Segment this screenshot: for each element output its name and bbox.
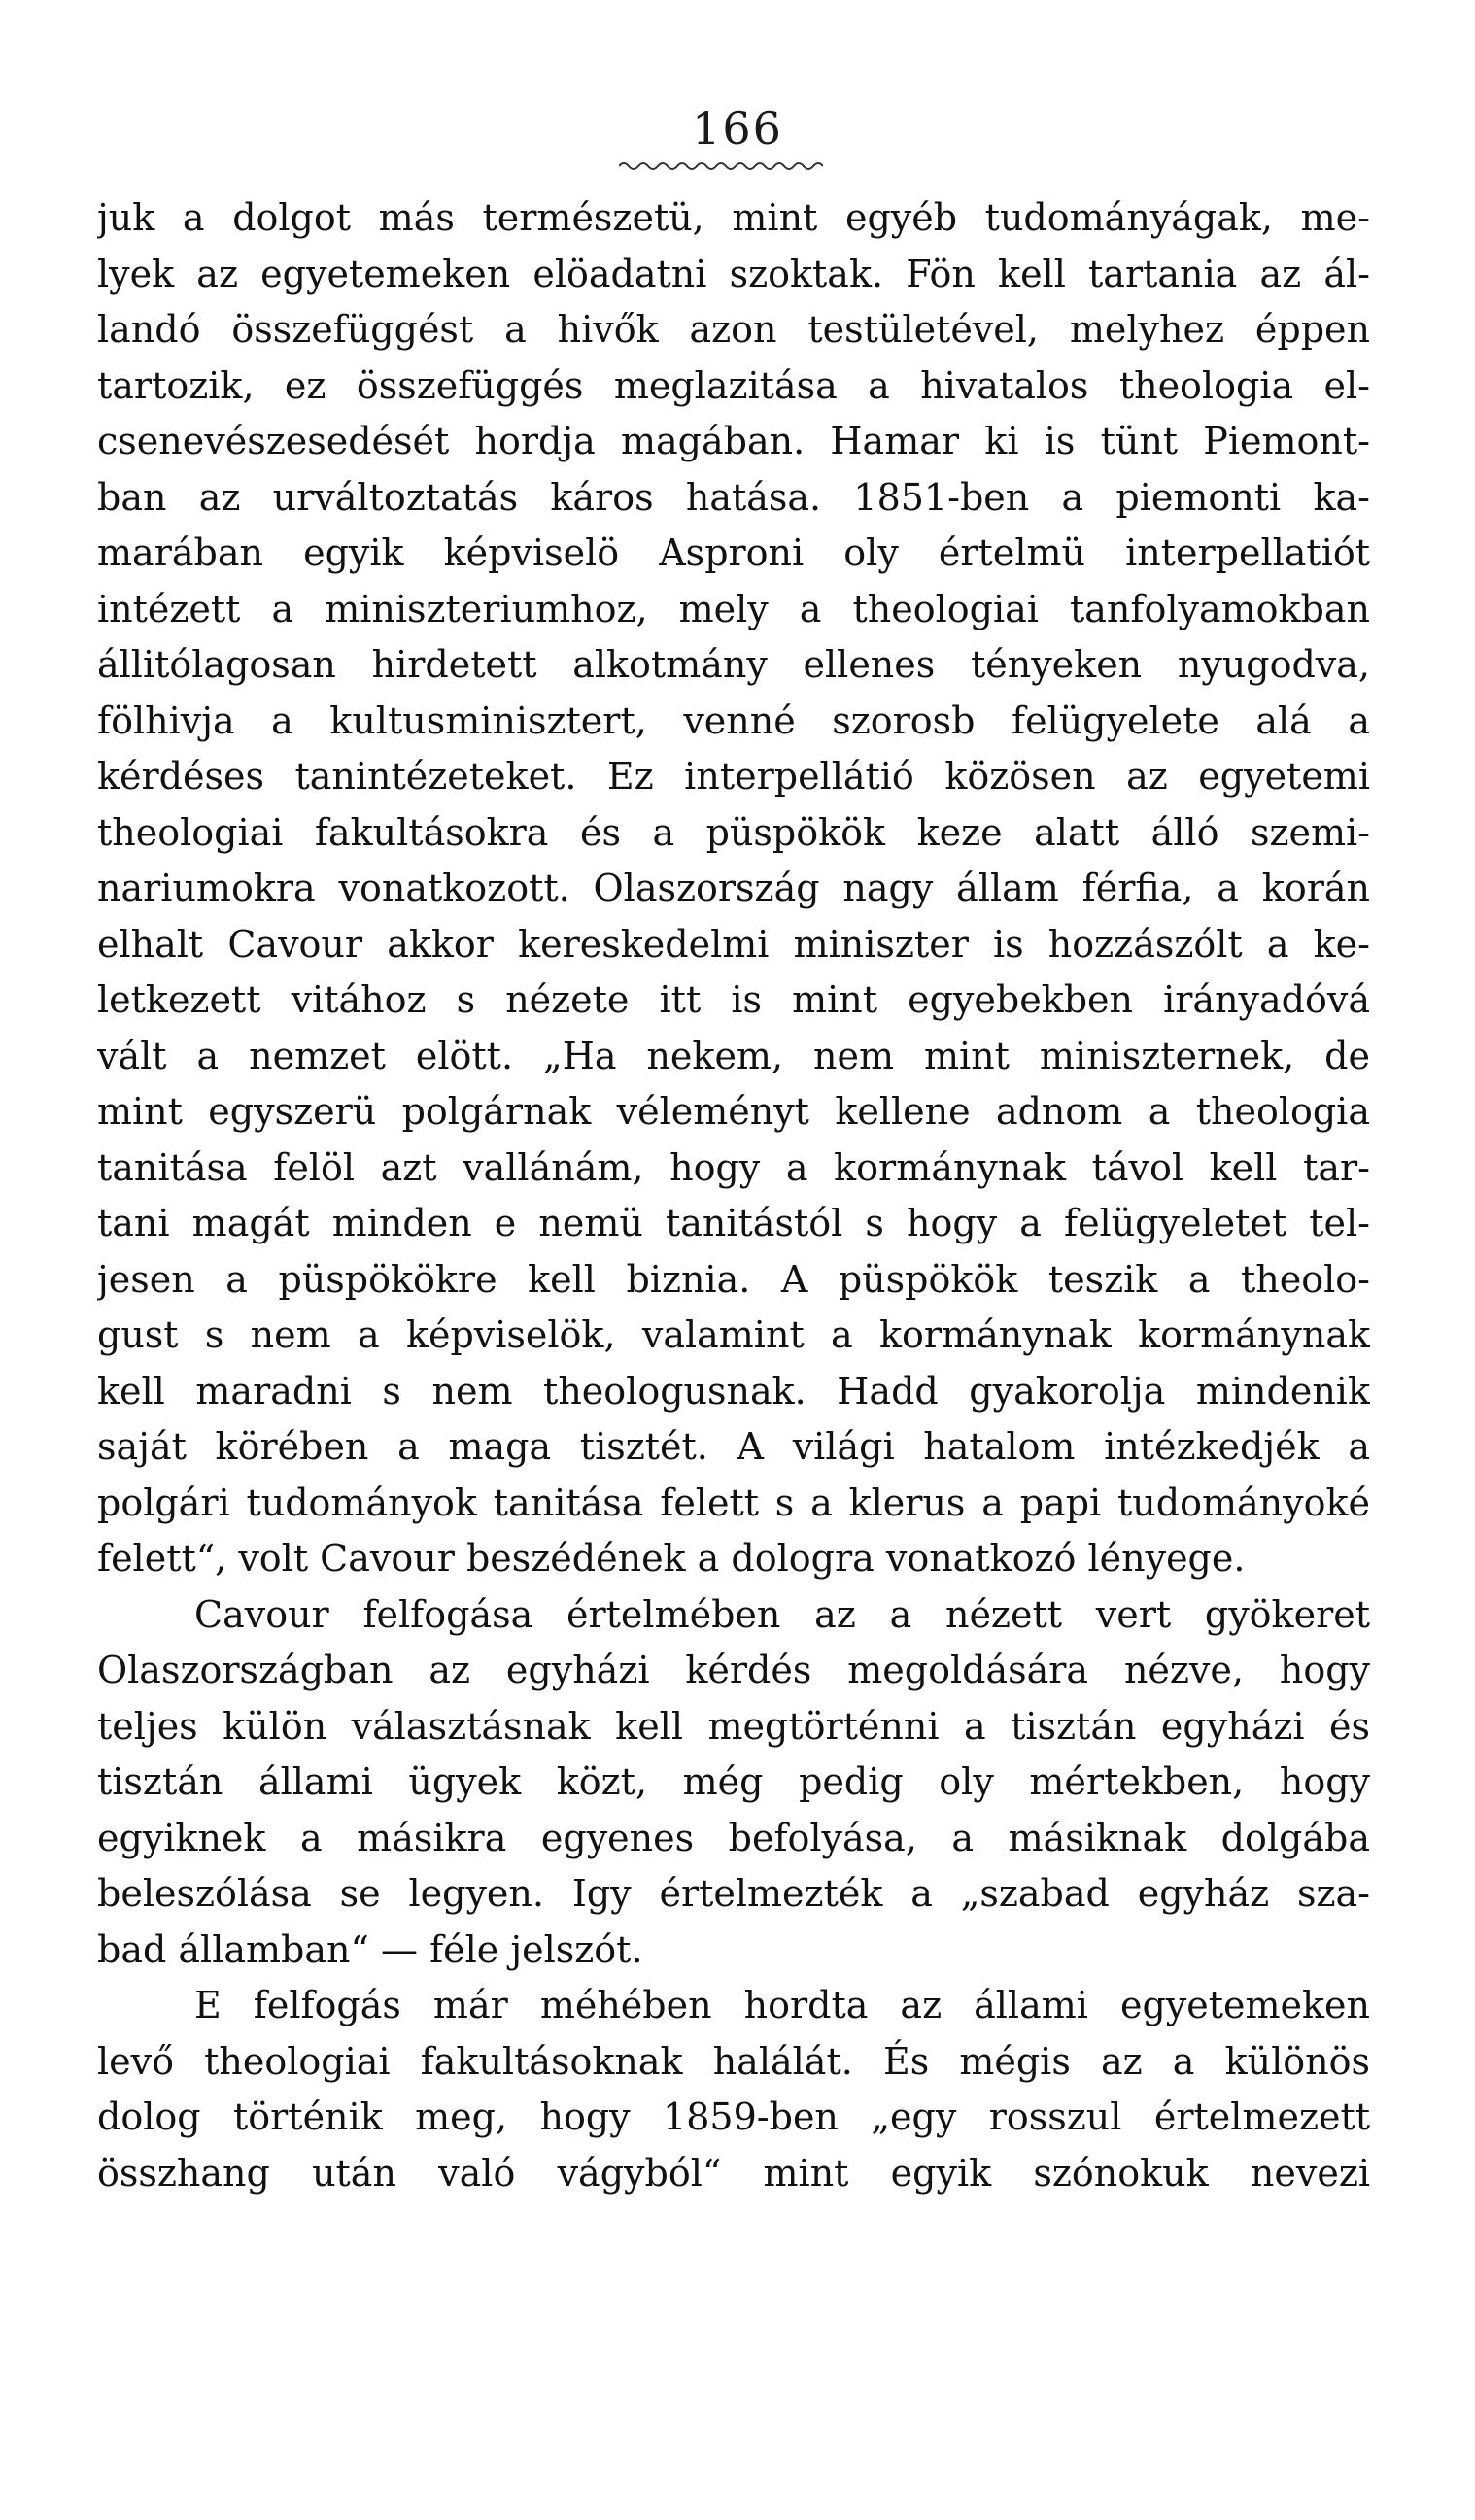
body-text bbox=[97, 190, 1370, 2201]
text-line: gust s nem a képviselök, valamint a kormánynak kormánynak bbox=[97, 1313, 1370, 1356]
text-line: összhang után való vágyból“ mint egyik szónokuk nevezi bbox=[97, 2151, 1370, 2195]
text-line: beleszólása se legyen. Igy értelmezték a „szabad egyház sza- bbox=[97, 1872, 1370, 1915]
text-line: lyek az egyetemeken elöadatni szoktak. Fön kell tartania az ál- bbox=[97, 252, 1370, 295]
text-line: kérdéses tanintézeteket. Ez interpellátió közösen az egyetemi bbox=[97, 755, 1370, 798]
text-line: jesen a püspökökre kell biznia. A püspökök teszik a theolo- bbox=[97, 1257, 1370, 1301]
text-line: theologiai fakultásokra és a püspökök keze alatt álló szemi- bbox=[97, 810, 1370, 854]
text-line: saját körében a maga tisztét. A világi hatalom intézkedjék a bbox=[97, 1425, 1370, 1468]
text-line: polgári tudományok tanitása felett s a klerus a papi tudományoké bbox=[97, 1481, 1370, 1524]
text-line: fölhivja a kultusminisztert, venné szorosb felügyelete alá a bbox=[97, 698, 1370, 742]
text-line: ban az urváltoztatás káros hatása. 1851-ben a piemonti ka- bbox=[97, 475, 1370, 519]
text-line: dolog történik meg, hogy 1859-ben „egy rosszul értelmezett bbox=[97, 2095, 1370, 2138]
text-line: intézett a miniszteriumhoz, mely a theologiai tanfolyamokban bbox=[97, 587, 1370, 630]
text-line: juk a dolgot más természetü, mint egyéb tudományágak, me- bbox=[97, 196, 1370, 239]
text-line: tartozik, ez összefüggés meglazitása a hivatalos theologia el- bbox=[97, 363, 1370, 407]
text-line: levő theologiai fakultásoknak halálát. És mégis az a különös bbox=[97, 2039, 1370, 2083]
text-line: Olaszországban az egyházi kérdés megoldására nézve, hogy bbox=[97, 1649, 1370, 1691]
text-line: mint egyszerü polgárnak véleményt kellene adnom a theologia bbox=[97, 1090, 1370, 1133]
text-line: Cavour felfogása értelmében az a nézett vert gyökeret bbox=[194, 1592, 1370, 1636]
text-line: tisztán állami ügyek közt, még pedig oly mértekben, hogy bbox=[97, 1760, 1370, 1803]
text-line: tani magát minden e nemü tanitástól s hogy a felügyeletet tel- bbox=[97, 1202, 1370, 1244]
page-number: 166 bbox=[692, 102, 783, 154]
text-line: vált a nemzet elött. „Ha nekem, nem mint miniszternek, de bbox=[97, 1034, 1370, 1077]
text-line: marában egyik képviselö Asproni oly értelmü interpellatiót bbox=[97, 531, 1370, 574]
text-line: bad államban“ — féle jelszót. bbox=[97, 1927, 643, 1971]
text-line: csenevészesedését hordja magában. Hamar ki is tünt Piemont- bbox=[97, 420, 1370, 462]
text-line: állitólagosan hirdetett alkotmány ellenes tényeken nyugodva, bbox=[97, 643, 1370, 686]
text-line: nariumokra vonatkozott. Olaszország nagy állam férfia, a korán bbox=[97, 867, 1370, 909]
text-line: elhalt Cavour akkor kereskedelmi miniszter is hozzászólt a ke- bbox=[97, 922, 1370, 966]
text-line: egyiknek a másikra egyenes befolyása, a másiknak dolgába bbox=[97, 1816, 1370, 1859]
text-line: teljes külön választásnak kell megtörténni a tisztán egyházi és bbox=[97, 1704, 1370, 1748]
wavy-rule-ornament bbox=[619, 159, 823, 173]
text-line: felett“, volt Cavour beszédének a dologra vonatkozó lényege. bbox=[97, 1537, 1246, 1580]
text-line: kell maradni s nem theologusnak. Hadd gyakorolja mindenik bbox=[97, 1369, 1370, 1413]
text-line: E felfogás már méhében hordta az állami egyetemeken bbox=[194, 1984, 1370, 2026]
text-line: tanitása felöl azt vallánám, hogy a kormánynak távol kell tar- bbox=[97, 1145, 1370, 1189]
text-line: letkezett vitához s nézete itt is mint egyebekben irányadóvá bbox=[97, 978, 1370, 1021]
text-line: landó összefüggést a hivők azon testületével, melyhez éppen bbox=[97, 308, 1370, 351]
